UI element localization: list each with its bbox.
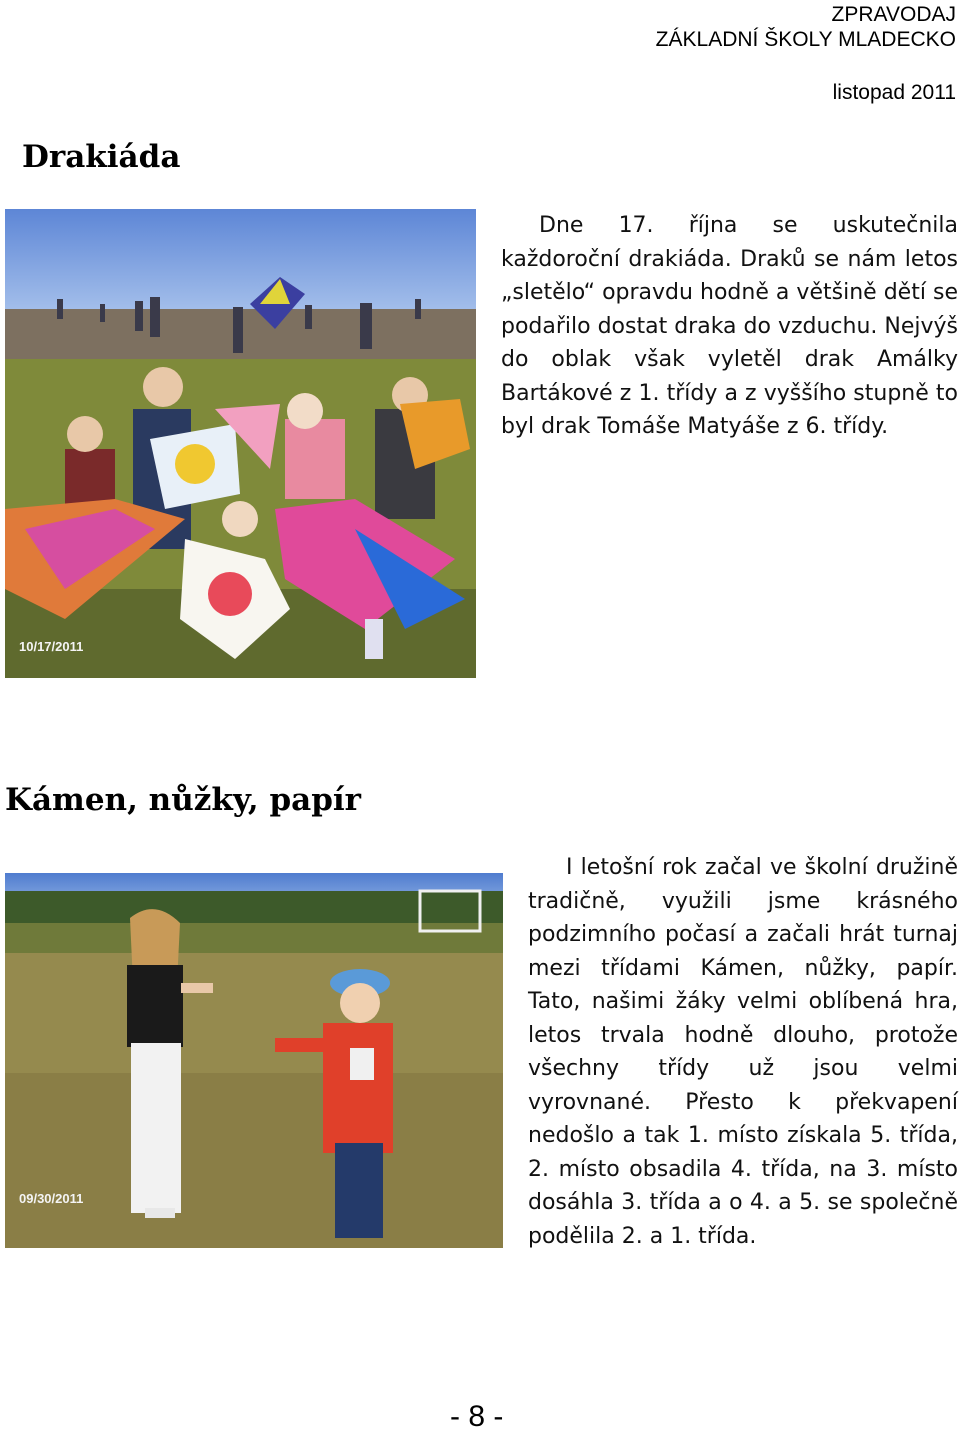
rock-paper-scissors-photo [5, 873, 503, 1248]
kite-festival-photo-illustration [5, 209, 476, 678]
article-title-kamen-nuzky-papir: Kámen, nůžky, papír [5, 782, 362, 818]
photo-date-stamp: 10/17/2011 [19, 639, 84, 654]
photo-date-stamp: 09/30/2011 [19, 1191, 84, 1206]
kite-festival-photo [5, 209, 476, 678]
article-text-drakiada: Dne 17. října se uskutečnila každoroční drakiáda. Draků se nám letos „sletělo“ opravdu hodně a většině dětí se podařilo dostat draka do vzduchu. Nejvýš do oblak však vyletěl drak Amálky Bartákové z 1. třídy a z vyššího stupně to byl drak Tomáše Matyáše z 6. třídy. [501, 213, 958, 439]
issue-date: listopad 2011 [832, 81, 956, 104]
school-name: ZÁKLADNÍ ŠKOLY MLADECKO [655, 28, 956, 51]
article-title-drakiada: Drakiáda [22, 139, 181, 175]
article-text-kamen-nuzky-papir: I letošní rok začal ve školní družině tradičně, využili jsme krásného podzimního počasí a začali hrát turnaj mezi třídami Kámen, nůžky, papír. Tato, našimi žáky velmi oblíbená hra, letos trvala hodně dlouho, protože všechny třídy už jsou velmi vyrovnané. Přesto k překvapení nedošlo a tak 1. místo získala 5. třída, 2. místo obsadila 4. třída, na 3. místo dosáhla 3. třída a o 4. a 5. se společně podělila 2. a 1. třída. [528, 855, 958, 1249]
newsletter-name: ZPRAVODAJ [831, 3, 956, 26]
page-number: - 8 - [450, 1400, 504, 1433]
